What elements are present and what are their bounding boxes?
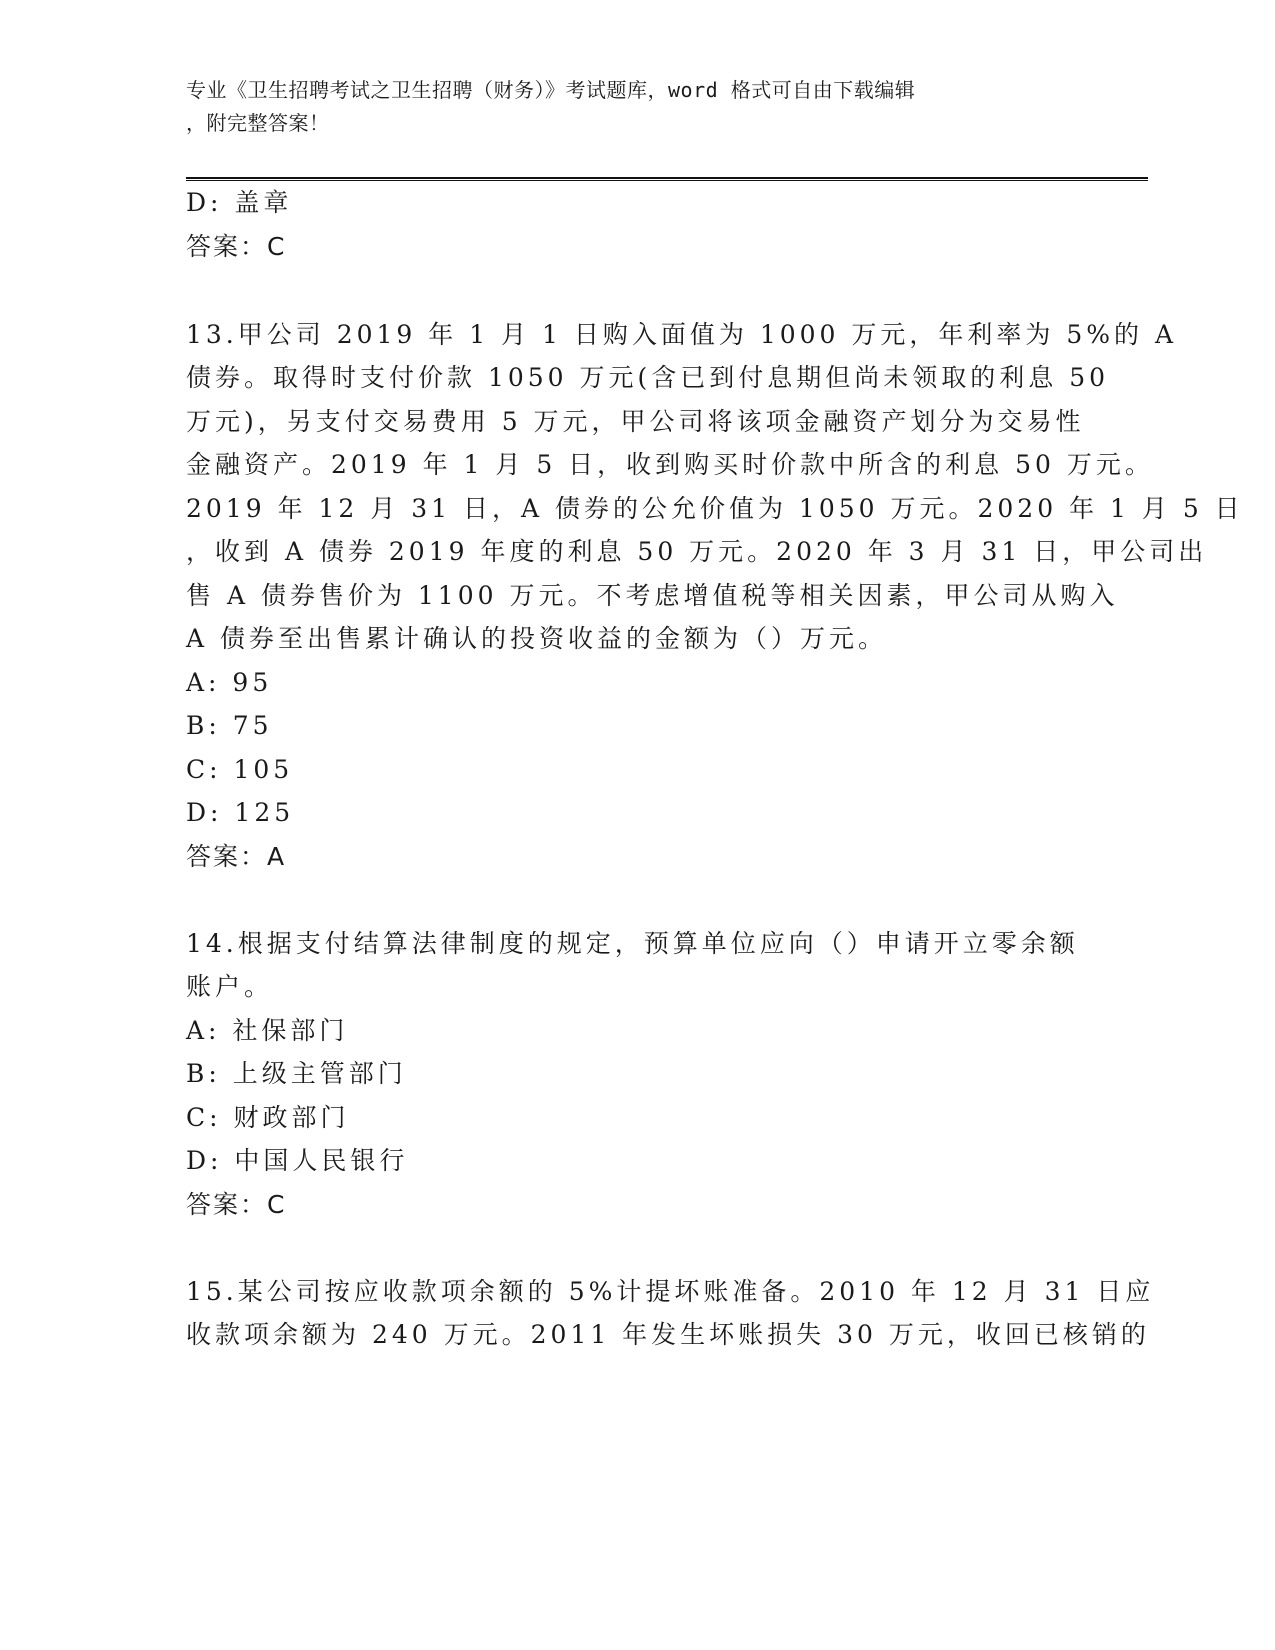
q15-text-line: 收款项余额为 240 万元。2011 年发生坏账损失 30 万元，收回已核销的: [186, 1320, 1150, 1349]
q14-text-line: 14.根据支付结算法律制度的规定，预算单位应向（）申请开立零余额: [186, 929, 1079, 958]
q13-text-line: 售 A 债券售价为 1100 万元。不考虑增值税等相关因素，甲公司从购入: [186, 581, 1119, 610]
q13-option-b: B: 75: [186, 711, 273, 740]
q13-answer: 答案：A: [186, 842, 287, 871]
q12-option-d: D: 盖章: [186, 188, 293, 217]
q13-option-d: D: 125: [186, 798, 295, 827]
q14-answer: 答案：C: [186, 1190, 287, 1219]
header-divider: [186, 177, 1148, 181]
q14-option-b: B: 上级主管部门: [186, 1059, 407, 1088]
q14-option-c: C: 财政部门: [186, 1103, 350, 1132]
header-line-2: ，附完整答案！: [186, 111, 330, 135]
q15-text-line: 15.某公司按应收款项余额的 5%计提坏账准备。2010 年 12 月 31 日应: [186, 1277, 1155, 1306]
q14-option-a: A: 社保部门: [186, 1016, 349, 1045]
q13-option-a: A: 95: [186, 668, 273, 697]
q14-option-d: D: 中国人民银行: [186, 1146, 409, 1175]
document-header: [186, 74, 1066, 140]
q13-text-line: ，收到 A 债券 2019 年度的利息 50 万元。2020 年 3 月 31 日，甲公司出: [186, 537, 1208, 566]
q13-text-line: 金融资产。2019 年 1 月 5 日，收到购买时价款中所含的利息 50 万元。: [186, 450, 1154, 479]
q13-text-line: 13.甲公司 2019 年 1 月 1 日购入面值为 1000 万元，年利率为 5%的 A: [186, 320, 1178, 349]
q13-text-line: 万元)，另支付交易费用 5 万元，甲公司将该项金融资产划分为交易性: [186, 407, 1085, 436]
q14-text-line: 账户。: [186, 972, 274, 1001]
q13-text-line: 2019 年 12 月 31 日，A 债券的公允价值为 1050 万元。2020 年 1 月 5 日: [186, 494, 1244, 523]
q13-option-c: C: 105: [186, 755, 294, 784]
q13-text-line: A 债券至出售累计确认的投资收益的金额为（）万元。: [186, 624, 888, 653]
q13-text-line: 债券。取得时支付价款 1050 万元(含已到付息期但尚未领取的利息 50: [186, 363, 1110, 392]
header-line-1: 专业《卫生招聘考试之卫生招聘（财务）》考试题库，word 格式可自由下载编辑: [186, 78, 916, 102]
q12-answer: 答案：C: [186, 232, 287, 261]
